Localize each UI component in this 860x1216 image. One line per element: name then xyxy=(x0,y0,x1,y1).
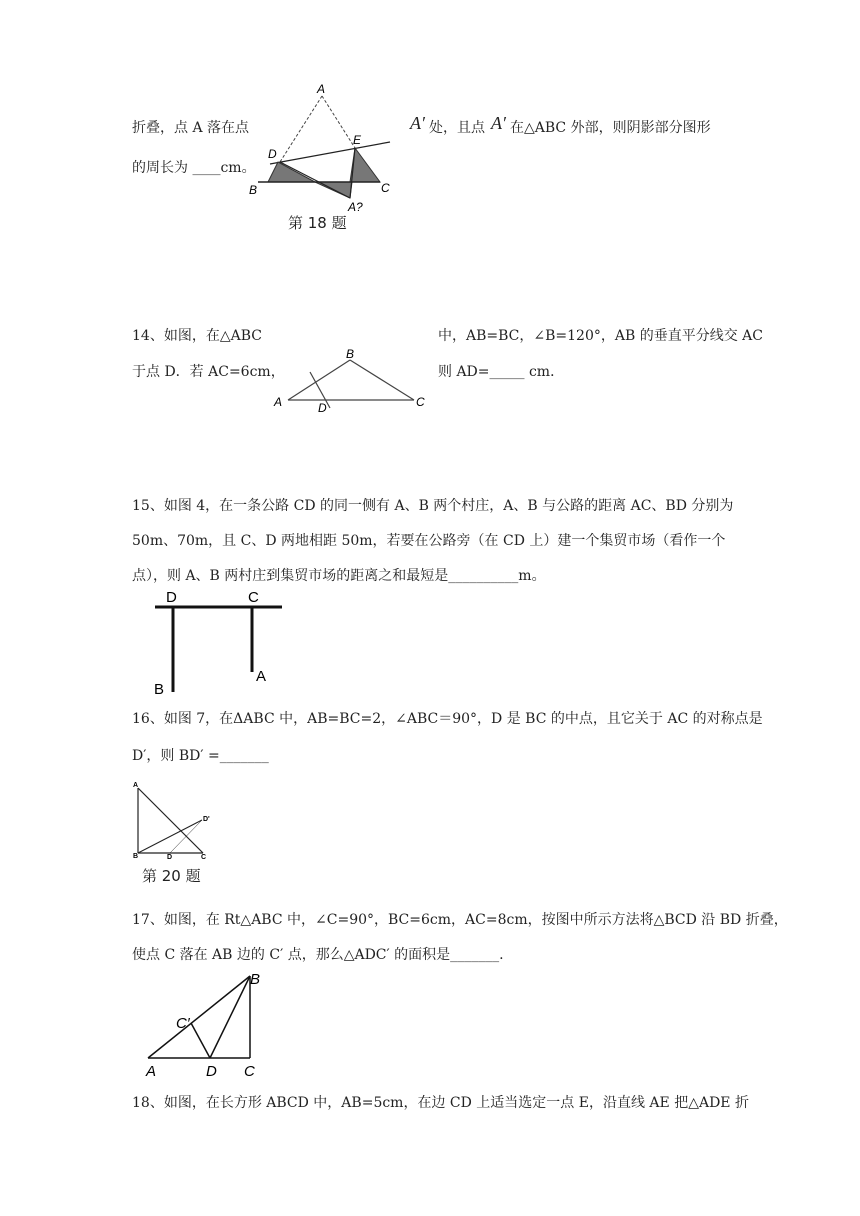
q15-text-line2: 50m、70m，且 C、D 两地相距 50m，若要在公路旁（在 CD 上）建一个集贸市场（看作一个 xyxy=(132,533,726,549)
label-d: D xyxy=(167,854,173,861)
a-prime-symbol: A′ xyxy=(410,113,425,133)
label-d: D xyxy=(166,589,177,606)
label-b: B xyxy=(250,971,261,988)
label-b: B xyxy=(133,853,139,860)
q18-text-line1: 18、如图，在长方形 ABCD 中，AB=5cm，在边 CD 上适当选定一点 E，沿直线 AE 把△ADE 折 xyxy=(132,1095,749,1111)
label-c: C xyxy=(201,854,207,861)
label-b: B xyxy=(154,681,165,698)
label-b: B xyxy=(346,347,355,361)
q15-text-line1: 15、如图 4，在一条公路 CD 的同一侧有 A、B 两个村庄，A、B 与公路的距离 AC、BD 分别为 xyxy=(132,498,734,514)
q16-text-line2: D′，则 BD′ =_______ xyxy=(132,748,269,764)
label-c: C xyxy=(244,1063,255,1080)
q14-text-line2-right: 则 AD=_____ cm． xyxy=(438,364,565,380)
label-e: E xyxy=(353,133,362,147)
q15-text-line3: 点），则 A、B 两村庄到集贸市场的距离之和最短是__________m。 xyxy=(132,568,546,584)
q14-text-line1-left: 14、如图，在△ABC xyxy=(132,328,262,344)
label-c-prime: C′ xyxy=(176,1015,190,1032)
label-a: A xyxy=(317,82,326,96)
q17-figure xyxy=(138,966,288,1086)
q13-text-line1-left: 折叠，点 A 落在点 xyxy=(132,120,250,136)
label-a: A xyxy=(274,395,283,409)
q13-text-line1-right: 在△ABC 外部，则阴影部分图形 xyxy=(510,120,711,136)
label-c: C xyxy=(416,395,425,409)
q14-text-line2-left: 于点 D．若 AC=6cm， xyxy=(132,364,285,380)
label-d: D xyxy=(206,1063,217,1080)
q16-text-line1: 16、如图 7，在ΔABC 中，AB=BC=2，∠ABC＝90°，D 是 BC 的中点，且它关于 AC 的对称点是 xyxy=(132,711,763,727)
q15-figure xyxy=(138,586,288,698)
label-c: C xyxy=(248,589,259,606)
q14-text-line1-right: 中，AB=BC，∠B=120°，AB 的垂直平分线交 AC xyxy=(438,328,763,344)
label-a: A xyxy=(146,1063,157,1080)
q17-text-line1: 17、如图，在 Rt△ABC 中，∠C=90°，BC=6cm，AC=8cm，按图中所示方法将△BCD 沿 BD 折叠， xyxy=(132,912,788,928)
label-a: A xyxy=(133,782,139,789)
q16-figure-caption: 第 20 题 xyxy=(142,867,201,885)
a-prime-symbol-2: A′ xyxy=(491,113,506,133)
label-d-prime: D' xyxy=(203,816,210,823)
q13-text-line2: 的周长为 ____cm。 xyxy=(132,160,256,176)
label-a: A xyxy=(256,668,267,685)
q14-figure xyxy=(272,342,432,417)
q16-figure xyxy=(128,778,218,862)
q13-figure-caption: 第 18 题 xyxy=(288,214,347,232)
label-c: C xyxy=(381,181,390,195)
label-b: B xyxy=(249,183,258,197)
label-a-prime: A? xyxy=(348,200,363,214)
q13-text-line1-mid: 处，且点 xyxy=(429,120,485,136)
q17-text-line2: 使点 C 落在 AB 边的 C′ 点，那么△ADC′ 的面积是_______. xyxy=(132,947,504,963)
label-d: D xyxy=(268,147,277,161)
label-d: D xyxy=(318,401,327,415)
